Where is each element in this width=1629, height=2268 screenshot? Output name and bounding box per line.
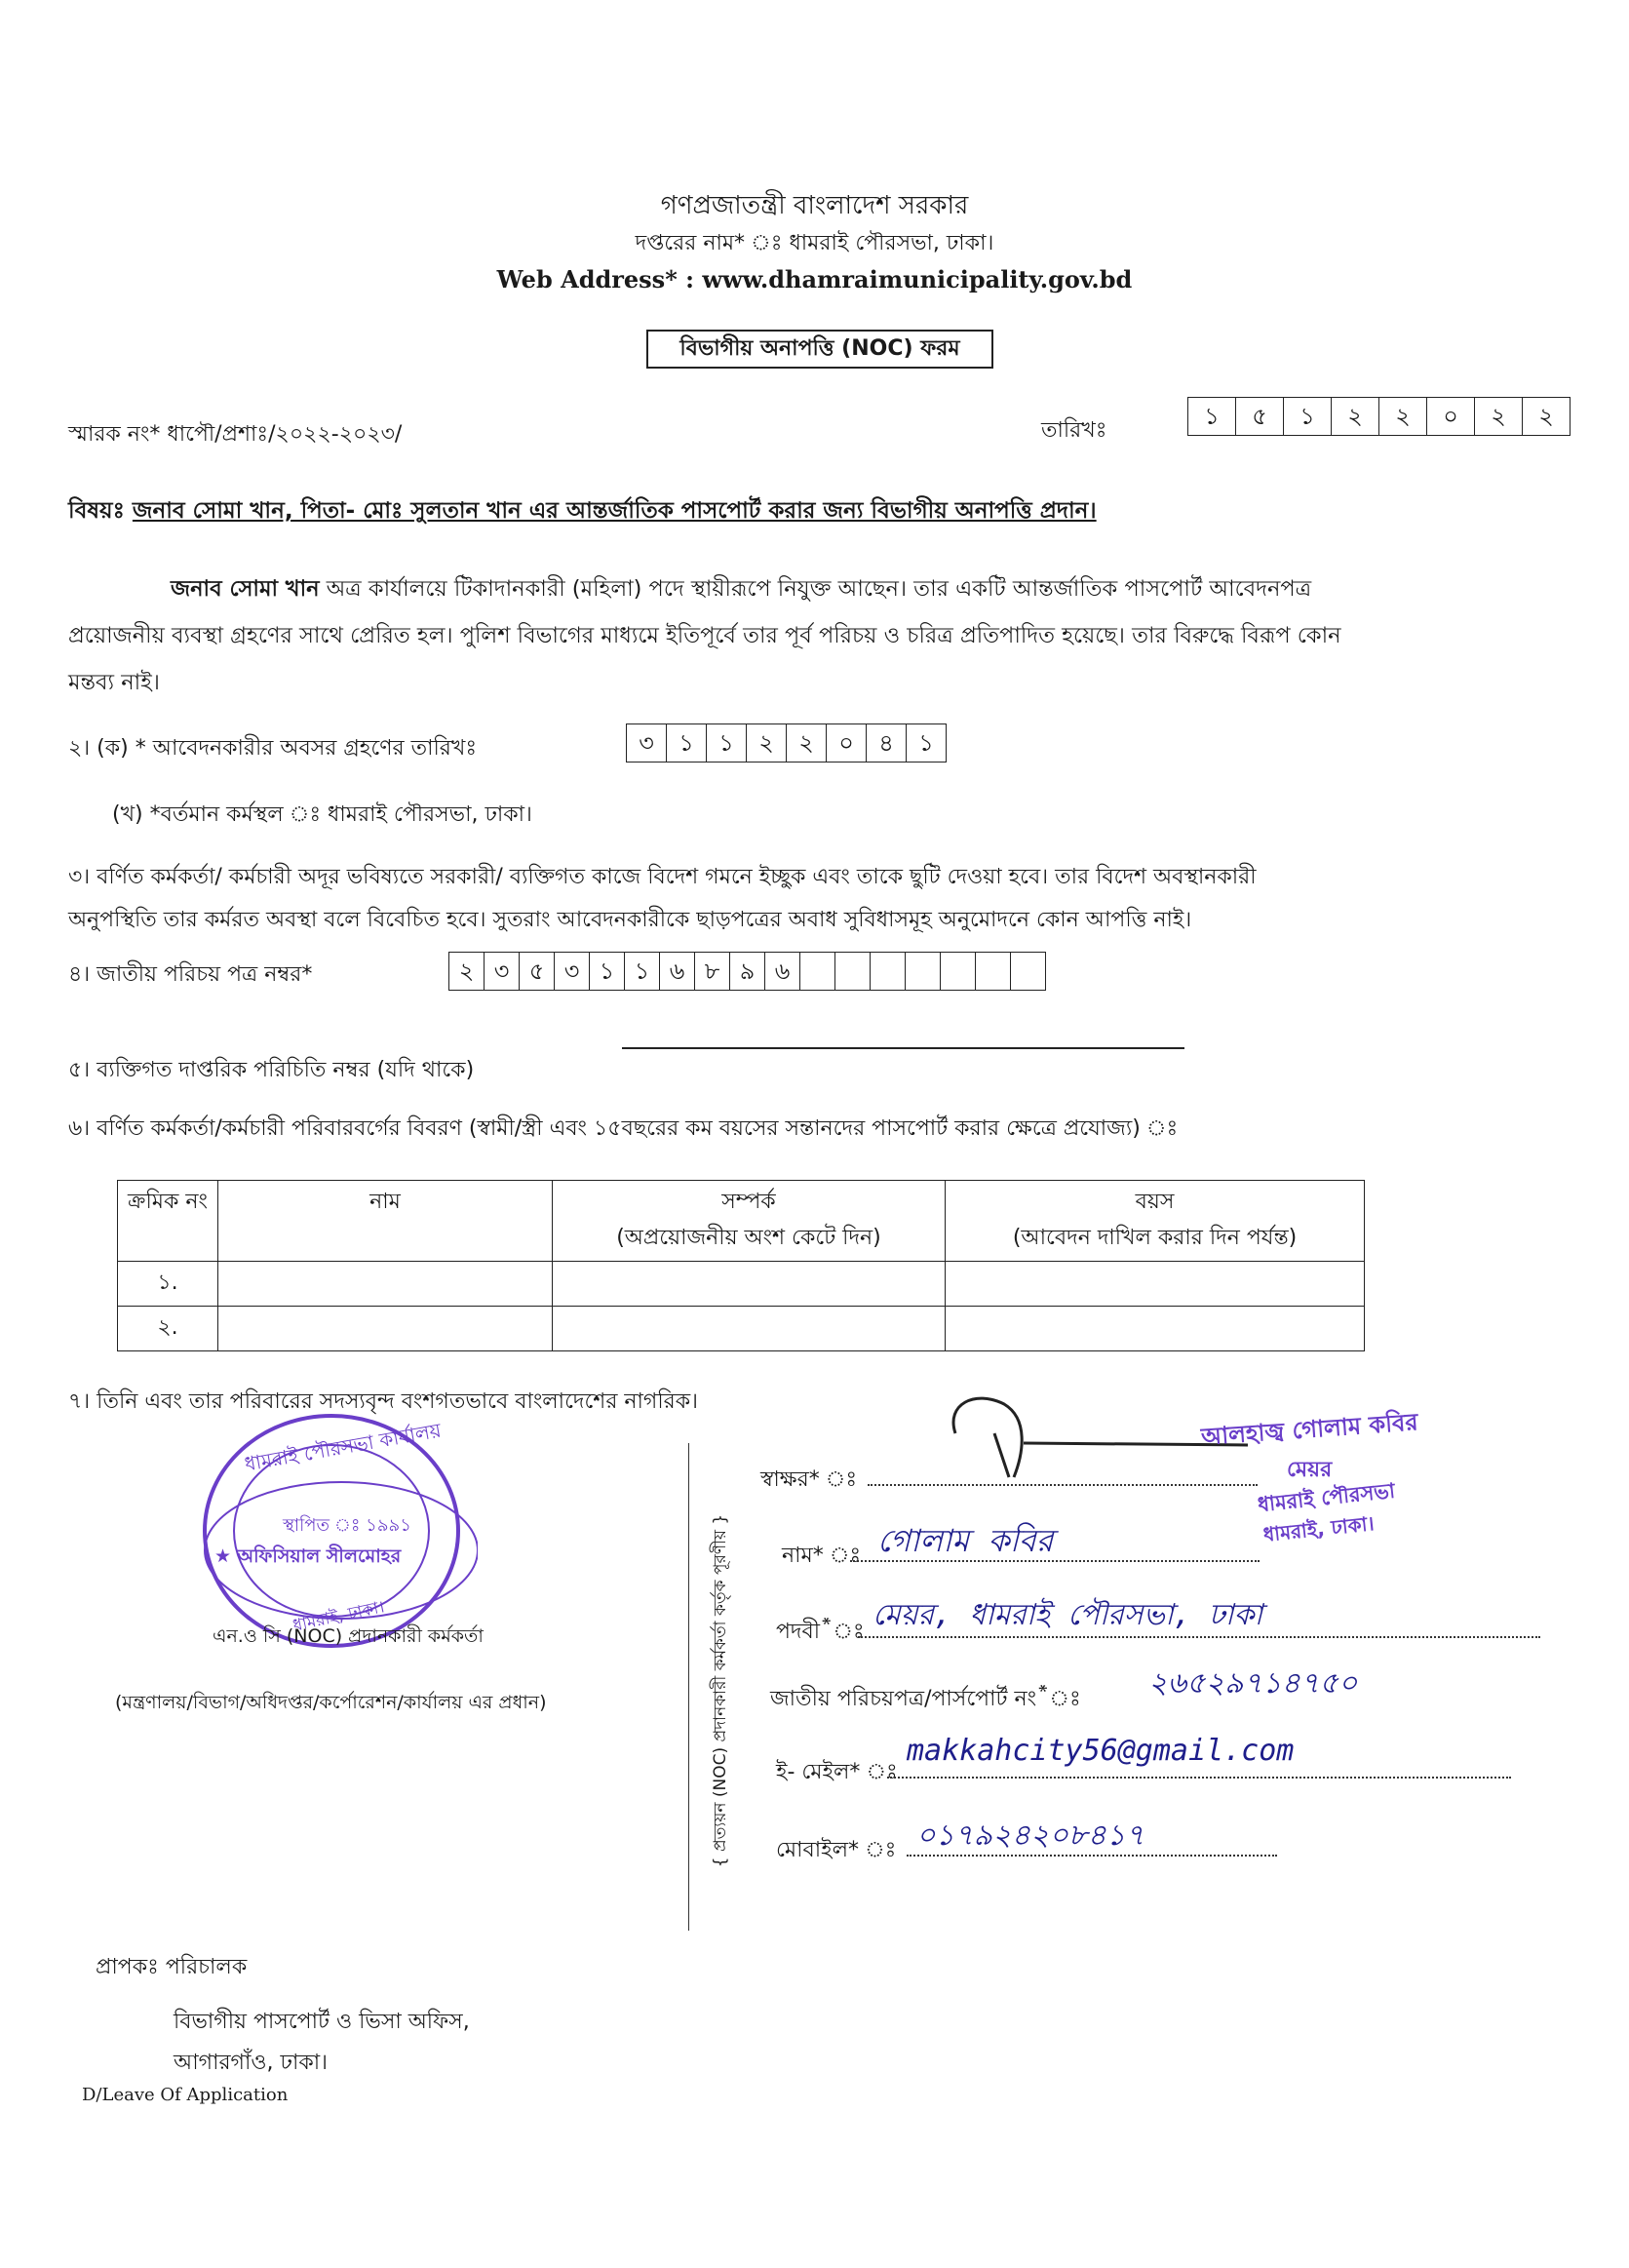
- digit-box: ৫: [1236, 397, 1284, 436]
- digit-box: [904, 1047, 939, 1049]
- mayor-stamp-place: ধামরাই, ঢাকা।: [1261, 1511, 1376, 1546]
- digit-box: [798, 1047, 834, 1049]
- digit-box: ২: [1379, 397, 1427, 436]
- govt-title: গণপ্রজাতন্ত্রী বাংলাদেশ সরকার: [660, 191, 969, 220]
- subject-label: বিষয়ঃ: [68, 498, 125, 524]
- digit-box: [763, 1047, 798, 1049]
- subject-text: জনাব সোমা খান, পিতা- মোঃ সুলতান খান এর আন্তর্জাতিক পাসপোর্ট করার জন্য বিভাগীয় অনাপত্তি প্রদান।: [132, 498, 1097, 524]
- item-4-label: ৪। জাতীয় পরিচয় পত্র নম্বর*: [68, 962, 313, 987]
- digit-box: [1114, 1047, 1149, 1049]
- official-seal: [185, 1404, 478, 1658]
- nid-passport-value: ২৬৫২৯৭১৪৭৫০: [1148, 1666, 1358, 1701]
- footer-note: D/Leave Of Application: [82, 2085, 289, 2105]
- official-id-boxes: [622, 1047, 1184, 1049]
- seal-official: ★ অফিসিয়াল সীলমোহর: [214, 1545, 402, 1567]
- digit-box: ৬: [765, 952, 800, 991]
- digit-box: [622, 1047, 658, 1049]
- digit-box: ৩: [555, 952, 590, 991]
- digit-box: ৪: [867, 723, 907, 763]
- retirement-date-boxes: [626, 723, 947, 763]
- digit-box: ১: [907, 723, 947, 763]
- recipient-office: বিভাগীয় পাসপোর্ট ও ভিসা অফিস,: [174, 2010, 470, 2034]
- name-label: নাম* ঃ: [782, 1544, 862, 1568]
- table-row: ১.: [118, 1262, 1365, 1307]
- nid-boxes: [448, 952, 1046, 991]
- digit-box: [906, 952, 941, 991]
- digit-box: [939, 1047, 974, 1049]
- digit-box: [658, 1047, 693, 1049]
- date-label: তারিখঃ: [1041, 418, 1107, 443]
- th-relation: সম্পর্ক (অপ্রয়োজনীয় অংশ কেটে দিন): [553, 1181, 946, 1262]
- digit-box: ২: [1332, 397, 1379, 436]
- recipient-label: প্রাপকঃ পরিচালক: [96, 1955, 248, 1979]
- seal-established: স্থাপিত ঃ ১৯৯১: [283, 1515, 411, 1536]
- digit-box: [871, 952, 906, 991]
- mayor-stamp-name: আলহাজ্ব গোলাম কবির: [1200, 1408, 1419, 1451]
- table-row: ২.: [118, 1307, 1365, 1351]
- digit-box: ৫: [520, 952, 555, 991]
- email-value: makkahcity56@gmail.com: [907, 1734, 1295, 1768]
- digit-box: ০: [827, 723, 867, 763]
- item-5-label: ৫। ব্যক্তিগত দাপ্তরিক পরিচিতি নম্বর (যদি থাকে): [68, 1058, 475, 1082]
- digit-box: ২: [747, 723, 787, 763]
- digit-box: [1044, 1047, 1079, 1049]
- seal-ring-top: ধামরাই পৌরসভা কার্যালয়: [243, 1418, 444, 1476]
- nid-passport-label: জাতীয় পরিচয়পত্র/পার্সপোর্ট নং*ঃ: [770, 1687, 1081, 1711]
- item-7-label: ৭। তিনি এবং তার পরিবারের সদস্যবৃন্দ বংশগতভাবে বাংলাদেশের নাগরিক।: [68, 1389, 698, 1414]
- mobile-label: মোবাইল* ঃ: [776, 1838, 897, 1862]
- digit-box: ০: [1427, 397, 1475, 436]
- noc-officer-label: এন.ও সি (NOC) প্রদানকারী কর্মকর্তা: [213, 1625, 484, 1647]
- digit-box: [693, 1047, 728, 1049]
- digit-box: [835, 952, 871, 991]
- subject-line: [68, 492, 1097, 530]
- digit-box: ১: [707, 723, 747, 763]
- digit-box: ২: [448, 952, 485, 991]
- digit-box: [728, 1047, 763, 1049]
- family-table: [117, 1180, 1365, 1351]
- digit-box: ১: [625, 952, 660, 991]
- item-6-label: ৬। বর্ণিত কর্মকর্তা/কর্মচারী পরিবারবর্গের বিবরণ (স্বামী/স্ত্রী এবং ১৫বছরের কম বয়সের সন্তানদের পাসপোর্ট করার ক্ষেত্রে প্রযোজ্য) ঃ: [68, 1116, 1179, 1141]
- item-2a-label: ২। (ক) * আবেদনকারীর অবসর গ্রহণের তারিখঃ: [68, 736, 478, 761]
- memo-number: স্মারক নং* ধাপৌ/প্রশাঃ/২০২২-২০২৩/: [68, 422, 403, 447]
- seal-ring-bottom: ধামরাই, ঢাকা।: [291, 1597, 387, 1636]
- designation-value: মেয়র, ধামরাই পৌরসভা, ঢাকা: [873, 1598, 1263, 1632]
- body-paragraph: জনাব সোমা খান অত্র কার্যালয়ে টিকাদানকারী (মহিলা) পদে স্থায়ীরূপে নিযুক্ত আছেন। তার একটি আন্তর্জাতিক পাসপোর্ট আবেদনপত্র প্রয়োজনীয় ব্যবস্থা গ্রহণের সাথে প্রেরিত হল। পুলিশ বিভাগের মাধ্যমে ইতিপূর্বে তার পূর্ব পরিচয় ও চরিত্র প্রতিপাদিত হয়েছে। তার বিরুদ্ধে বিরূপ কোন মন্তব্য নাই।: [68, 576, 1341, 695]
- form-title: বিভাগীয় অনাপত্তি (NOC) ফরম: [646, 330, 993, 369]
- digit-box: ১: [590, 952, 625, 991]
- th-serial: ক্রমিক নং: [118, 1181, 218, 1262]
- mobile-value: ০১৭৯২৪২০৮৪১৭: [916, 1818, 1144, 1853]
- signature-line: [868, 1484, 1258, 1486]
- digit-box: [976, 952, 1011, 991]
- item-3-paragraph: ৩। বর্ণিত কর্মকর্তা/ কর্মচারী অদূর ভবিষ্যতে সরকারী/ ব্যক্তিগত কাজে বিদেশ গমনে ইচ্ছুক এবং তাকে ছুটি দেওয়া হবে। তার বিদেশ অবস্থানকারী অনুপস্থিতি তার কর্মরত অবস্থা বলে বিবেচিত হবে। সুতরাং আবেদনকারীকে ছাড়পত্রের অবাধ সুবিধাসমূহ অনুমোদনে কোন আপত্তি নাই।: [68, 865, 1257, 932]
- digit-box: [974, 1047, 1009, 1049]
- mayor-stamp-office: ধামরাই পৌরসভা: [1256, 1478, 1397, 1517]
- digit-box: ১: [1187, 397, 1236, 436]
- digit-box: [834, 1047, 869, 1049]
- digit-box: ১: [1284, 397, 1332, 436]
- name-value: গোলাম কবির: [877, 1522, 1054, 1559]
- digit-box: ৮: [695, 952, 730, 991]
- digit-box: [941, 952, 976, 991]
- date-boxes: [1187, 397, 1571, 436]
- email-label: ই- মেইল* ঃ: [776, 1760, 898, 1784]
- digit-box: ৬: [660, 952, 695, 991]
- signature-label: স্বাক্ষর* ঃ: [760, 1467, 858, 1492]
- digit-box: [1079, 1047, 1114, 1049]
- digit-box: ৩: [485, 952, 520, 991]
- item-2b-workplace: (খ) *বর্তমান কর্মস্থল ঃ ধামরাই পৌরসভা, ঢাকা।: [112, 802, 532, 827]
- digit-box: [1149, 1047, 1184, 1049]
- web-address: Web Address* : www.dhamraimunicipality.gov.bd: [496, 265, 1133, 293]
- digit-box: ২: [1475, 397, 1523, 436]
- mayor-stamp-title: মেয়র: [1287, 1458, 1333, 1482]
- digit-box: ১: [667, 723, 707, 763]
- office-name: দপ্তরের নাম* ঃ ধামরাই পৌরসভা, ঢাকা।: [635, 231, 994, 255]
- digit-box: ২: [787, 723, 827, 763]
- digit-box: ৩: [626, 723, 667, 763]
- employee-name: জনাব সোমা খান: [171, 576, 320, 602]
- digit-box: [1009, 1047, 1044, 1049]
- digit-box: [869, 1047, 904, 1049]
- digit-box: ৯: [730, 952, 765, 991]
- digit-box: [1011, 952, 1046, 991]
- digit-box: ২: [1523, 397, 1571, 436]
- th-age: বয়স (আবেদন দাখিল করার দিন পর্যন্ত): [946, 1181, 1365, 1262]
- head-of-office-label: (মন্ত্রণালয়/বিভাগ/অধিদপ্তর/কর্পোরেশন/কার্যালয় এর প্রধান): [115, 1692, 547, 1713]
- th-name: নাম: [218, 1181, 553, 1262]
- designation-label: পদবী*ঃ: [776, 1620, 865, 1644]
- email-line: [887, 1777, 1511, 1779]
- recipient-address: আগারগাঁও, ঢাকা।: [174, 2051, 329, 2075]
- vertical-caption: { প্রত্যয়ন (NOC) প্রদানকারী কর্মকর্তা কর্তৃক পূরণীয় }: [711, 1513, 730, 1868]
- digit-box: [800, 952, 835, 991]
